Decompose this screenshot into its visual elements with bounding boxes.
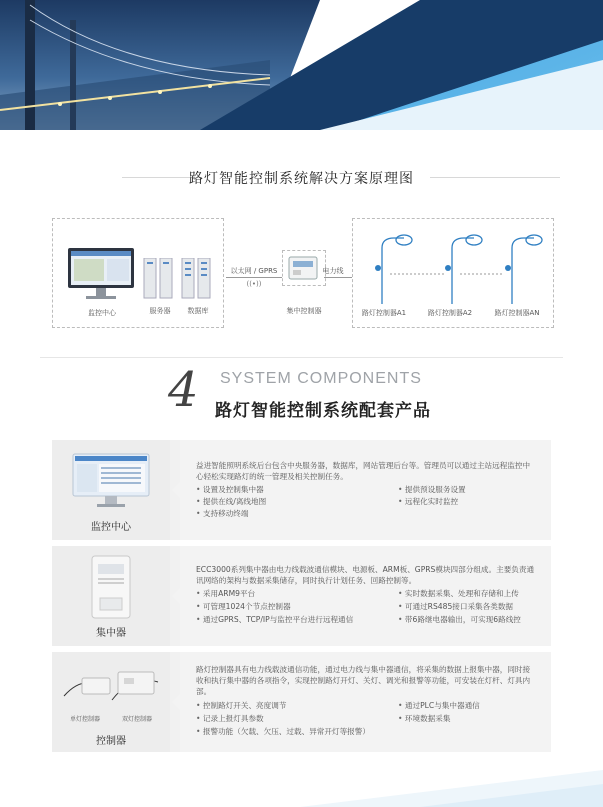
monitor-center-label: 监控中心 [88, 309, 116, 317]
feature-item: • 远程化实时监控 [398, 496, 458, 507]
diagram-title: 路灯智能控制系统解决方案原理图 [189, 171, 414, 187]
feature-item: • 采用ARM9平台 [196, 588, 255, 599]
title-rule-right [430, 177, 560, 178]
section-title-en: SYSTEM COMPONENTS [220, 370, 422, 387]
controller-a1-label: 路灯控制器A1 [361, 309, 407, 317]
controller-device-icon [62, 666, 162, 708]
controller-an-label: 路灯控制器AN [494, 309, 540, 317]
power-line [324, 277, 352, 278]
database-label: 数据库 [187, 307, 209, 315]
product-image-panel [52, 652, 170, 752]
feature-item: • 控制路灯开关、亮度调节 [196, 700, 286, 711]
feature-item: • 报警功能（欠载、欠压、过载、异常开灯等报警） [196, 726, 370, 737]
feature-item: • 通过PLC与集中器通信 [398, 700, 480, 711]
feature-item: • 提供预设服务设置 [398, 484, 466, 495]
footer-decoration [0, 760, 603, 807]
monitor-icon [66, 246, 136, 304]
single-controller-label: 单灯控制器 [69, 716, 100, 723]
product-name: 集中器 [96, 628, 126, 639]
product-description: 益进智能照明系统后台包含中央服务器，数据库，网站管理后台等。管理员可以通过主站远程监控中心轻松实现路灯的统一管理及相关控制任务。 [196, 461, 531, 481]
product-row-concentrator [52, 546, 551, 646]
product-details [180, 440, 551, 540]
product-name: 控制器 [96, 736, 126, 747]
feature-item: • 可通过RS485接口采集各类数据 [398, 601, 513, 612]
feature-item: • 支持移动终端 [196, 508, 248, 519]
controller-a2-label: 路灯控制器A2 [427, 309, 473, 317]
feature-item: • 实时数据采集、处理和存储和上传 [398, 588, 519, 599]
street-lights-icon [360, 228, 550, 306]
feature-item: • 环境数据采集 [398, 713, 450, 724]
product-details [180, 546, 551, 646]
product-image-panel [52, 440, 170, 540]
dual-controller-label: 双灯控制器 [121, 716, 152, 723]
section-title-cn: 路灯智能控制系统配套产品 [215, 401, 431, 421]
network-label: 以太网 / GPRS [230, 267, 278, 275]
concentrator-device-icon [90, 554, 132, 620]
product-description: ECC3000系列集中器由电力线载波通信模块、电源板、ARM板、GPRS模块四部分组成。主要负责通讯网络的架构与数据采集储存，同时执行计划任务、回路控制等。 [196, 565, 535, 585]
signal-icon: ((•)) [246, 280, 262, 288]
section-separator [40, 357, 563, 358]
section-number: 4 [168, 362, 199, 418]
concentrator-icon [288, 256, 318, 280]
product-image-panel [52, 546, 170, 646]
feature-item: • 带6路继电器输出，可实现6路线控 [398, 614, 521, 625]
monitor-screen-icon [71, 452, 151, 510]
power-line-label: 电力线 [322, 267, 344, 275]
product-description: 路灯控制器具有电力线载波通信功能，通过电力线与集中器通信，将采集的数据上报集中器，同时接收和执行集中器的各项指令，实现控制路灯开灯、关灯、调光和报警等功能，可安装在灯杆、灯具内部。 [196, 665, 531, 696]
feature-item: • 提供在线/离线地图 [196, 496, 266, 507]
feature-item: • 通过GPRS、TCP/IP与监控平台进行远程通信 [196, 614, 353, 625]
feature-item: • 可管理1024个节点控制器 [196, 601, 291, 612]
product-row-controller [52, 652, 551, 752]
product-details [180, 652, 551, 752]
feature-item: • 记录上报灯具参数 [196, 713, 264, 724]
product-name: 监控中心 [91, 522, 131, 533]
concentrator-label: 集中控制器 [286, 307, 322, 315]
server-icon [142, 258, 212, 300]
feature-item: • 设置及控制集中器 [196, 484, 264, 495]
server-label: 服务器 [149, 307, 171, 315]
network-line [226, 277, 282, 278]
product-row-monitor [52, 440, 551, 540]
bridge-banner [0, 0, 603, 140]
